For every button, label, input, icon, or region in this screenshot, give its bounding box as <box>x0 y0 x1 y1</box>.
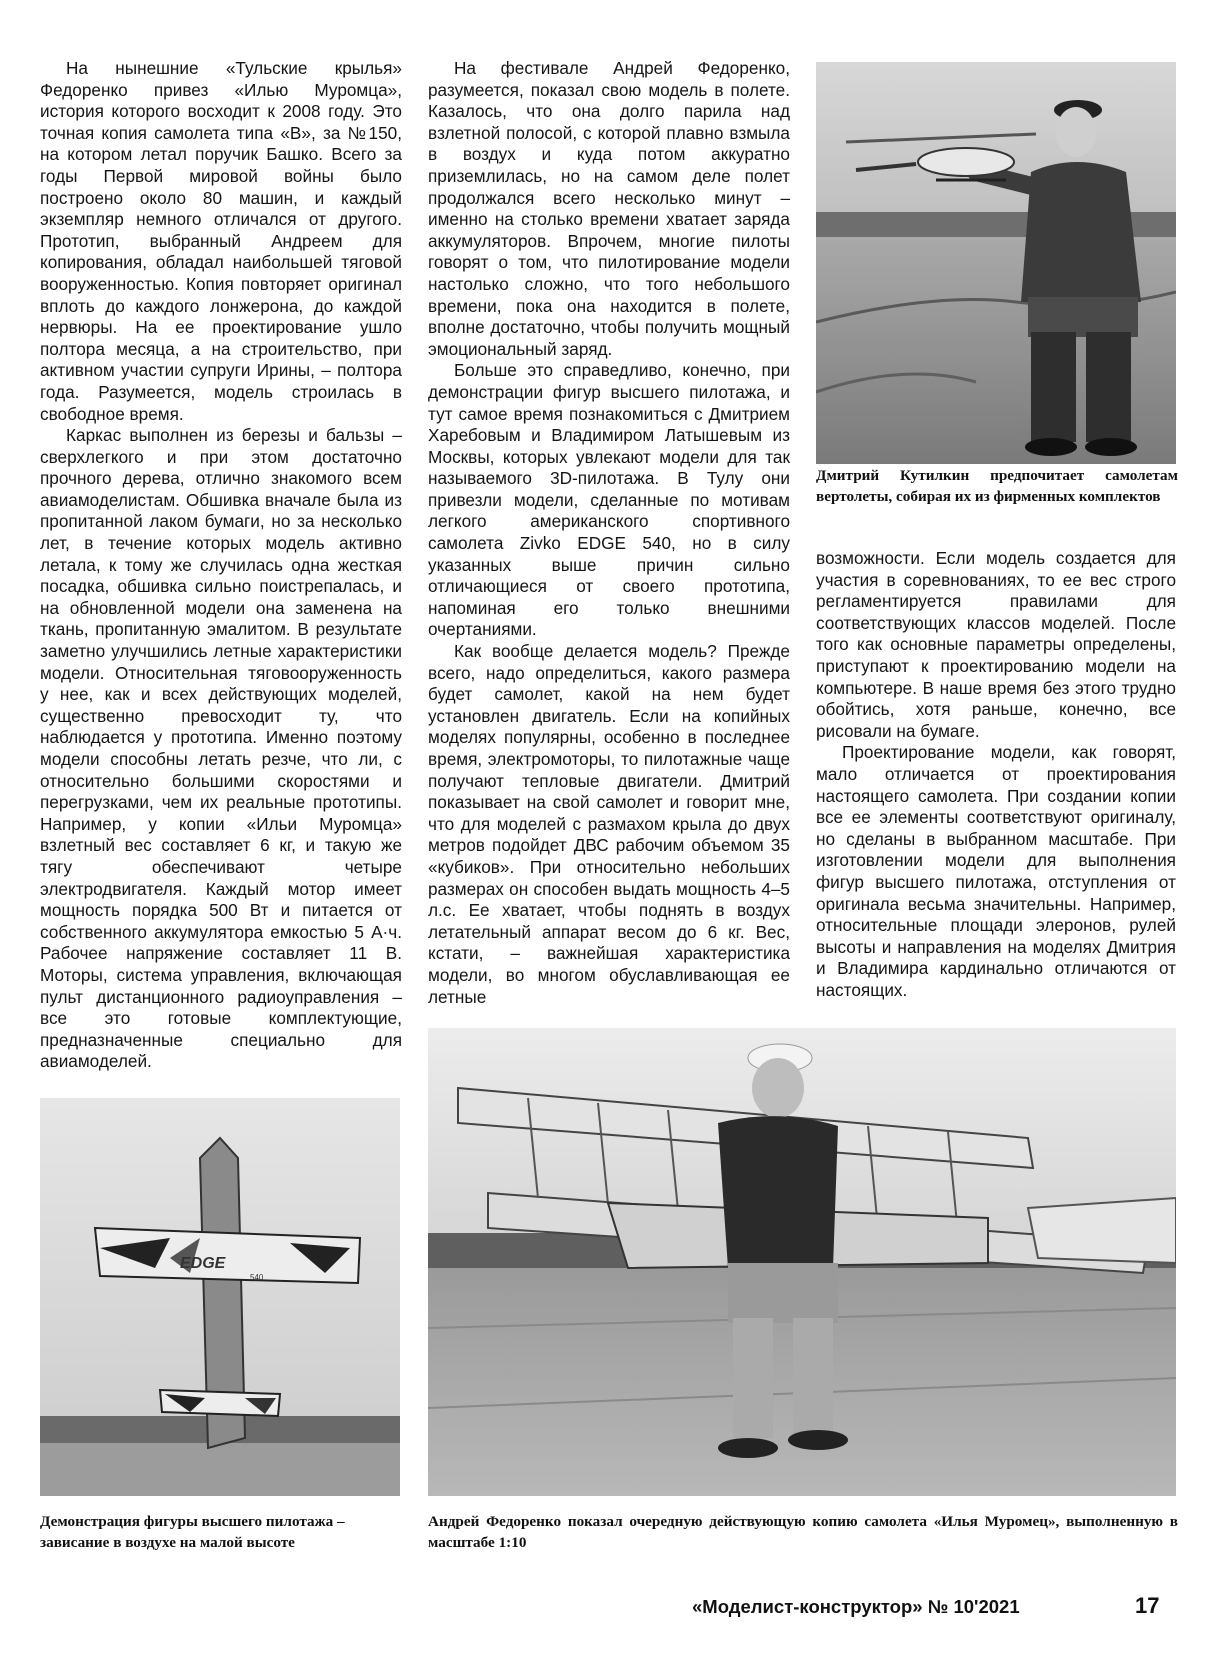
paragraph: Каркас выполнен из березы и бальзы – сверхлегкого и при этом достаточно прочного дерева, отлично знакомого всем авиамоделистам. Обшивка вначале была из пропитанной лаком бумаги, но за несколько лет, в течение которых модель активно летала, к тому же случилась одна жесткая посадка, обшивка сильно поистрепалась, и на обновленной модели она заменена на ткань, пропитанную эмалитом. В результате заметно улучшились летные характеристики модели. Относительная тяговооруженность у нее, как и всех действующих моделей, существенно превосходит ту, что наблюдается у прототипа. Именно поэтому модели способны летать резче, что ли, с относительно большими скоростями и перегрузками, чем их реальные прототипы. Например, у копии «Ильи Муромца» взлетный вес составляет 6 кг, и такую же тягу обеспечивают четыре электродвигателя. Каждый мотор имеет мощность порядка 500 Вт и питается от собственного аккумулятора емкостью 5 А·ч. Рабочее напряжение составляет 11 В. Моторы, система управления, включающая пульт дистанционного радиоуправления – все это готовые комплектующие, предназначенные специально для авиамоделей. <box>40 425 402 1072</box>
helicopter-photo <box>816 62 1176 464</box>
article-column-1 <box>40 58 402 1073</box>
edge-photo-illustration <box>40 1098 400 1496</box>
edge-wing-label: EDGE <box>180 1255 226 1272</box>
magazine-issue: «Моделист-конструктор» № 10'2021 <box>692 1596 1020 1617</box>
paragraph: На нынешние «Тульские крылья» Федоренко привез «Илью Муромца», история которого восходит к 2008 году. Это точная копия самолета типа «В», за №150, на котором летал поручик Башко. Всего за годы Первой мировой войны было построено около 80 машин, и каждый экземпляр немного отличался от другого. Прототип, выбранный Андреем для копирования, обладал наибольшей тяговой вооруженностью. Копия повторяет оригинал вплоть до каждого лонжерона, до каждой нервюры. На ее проектирование ушло полтора месяца, а на строительство, при активном участии супруги Ирины, – полтора года. Разумеется, модель строилась в свободное время. <box>40 58 402 424</box>
paragraph: возможности. Если модель создается для участия в соревнованиях, то ее вес строго регламентируется правилами для соответствующих классов моделей. После того как основные параметры определены, приступают к проектированию модели на компьютере. В наше время без этого трудно обойтись, хотя раньше, конечно, все рисовали на бумаге. <box>816 548 1176 741</box>
paragraph: Как вообще делается модель? Прежде всего, надо определиться, какого размера будет самолет, какой на нем будет установлен двигатель. Если на копийных моделях популярны, особенно в последнее время, электромоторы, то пилотажные чаще получают тепловые двигатели. Дмитрий показывает на свой самолет и говорит мне, что для моделей с размахом крыла до двух метров подойдет ДВС рабочим объемом 35 «кубиков». При относительно небольших размерах он способен выдать мощность 4–5 л.с. Ее хватает, чтобы поднять в воздух летательный аппарат весом до 6 кг. Вес, кстати, – важнейшая характеристика модели, во многом обуславливающая ее летные <box>428 641 790 1007</box>
muromets-photo <box>428 1028 1176 1496</box>
edge-model-label: 540 <box>250 1273 264 1282</box>
edge-photo-caption: Демонстрация фигуры высшего пилотажа – зависание в воздухе на малой высоте <box>40 1513 345 1551</box>
helicopter-photo-illustration <box>816 62 1176 464</box>
paragraph: Проектирование модели, как говорят, мало отличается от проектирования настоящего самолета. При создании копии все ее элементы соответствуют оригиналу, но сделаны в выбранном масштабе. При изготовлении модели для выполнения фигур высшего пилотажа, отступления от оригинала весьма значительны. Например, относительные площади элеронов, рулей высоты и направления на моделях Дмитрия и Владимира кардинально отличаются от настоящих. <box>816 742 1176 1000</box>
paragraph: На фестивале Андрей Федоренко, разумеется, показал свою модель в полете. Казалось, что она долго парила над взлетной полосой, с которой плавно взмыла в воздух и куда потом аккуратно приземлилась, но на самом деле полет продолжался всего несколько минут – именно на столько времени хватает заряда аккумуляторов. Впрочем, многие пилоты говорят о том, что пилотирование модели настолько сложно, что того небольшого времени, пока она находится в полете, вполне достаточно, чтобы получить мощный эмоциональный заряд. <box>428 58 790 359</box>
article-column-2 <box>428 58 790 1008</box>
edge-photo <box>40 1098 400 1496</box>
helicopter-photo-caption: Дмитрий Кутилкин предпочитает самолетам вертолеты, собирая их из фирменных комплектов <box>816 467 1178 505</box>
article-column-3 <box>816 548 1176 1001</box>
muromets-photo-illustration <box>428 1028 1176 1496</box>
paragraph: Больше это справедливо, конечно, при демонстрации фигур высшего пилотажа, и тут самое время познакомиться с Дмитрием Харебовым и Владимиром Латышевым из Москвы, которых увлекают модели для так называемого 3D-пилотажа. В Тулу они привезли модели, сделанные по мотивам легкого американского спортивного самолета Zivko EDGE 540, но в силу указанных выше причин сильно отличающиеся от своего прототипа, напоминая его только внешними очертаниями. <box>428 360 790 640</box>
page-number: 17 <box>1135 1593 1160 1618</box>
muromets-photo-caption: Андрей Федоренко показал очередную действующую копию самолета «Илья Муромец», выполненную в масштабе 1:10 <box>428 1513 1178 1551</box>
